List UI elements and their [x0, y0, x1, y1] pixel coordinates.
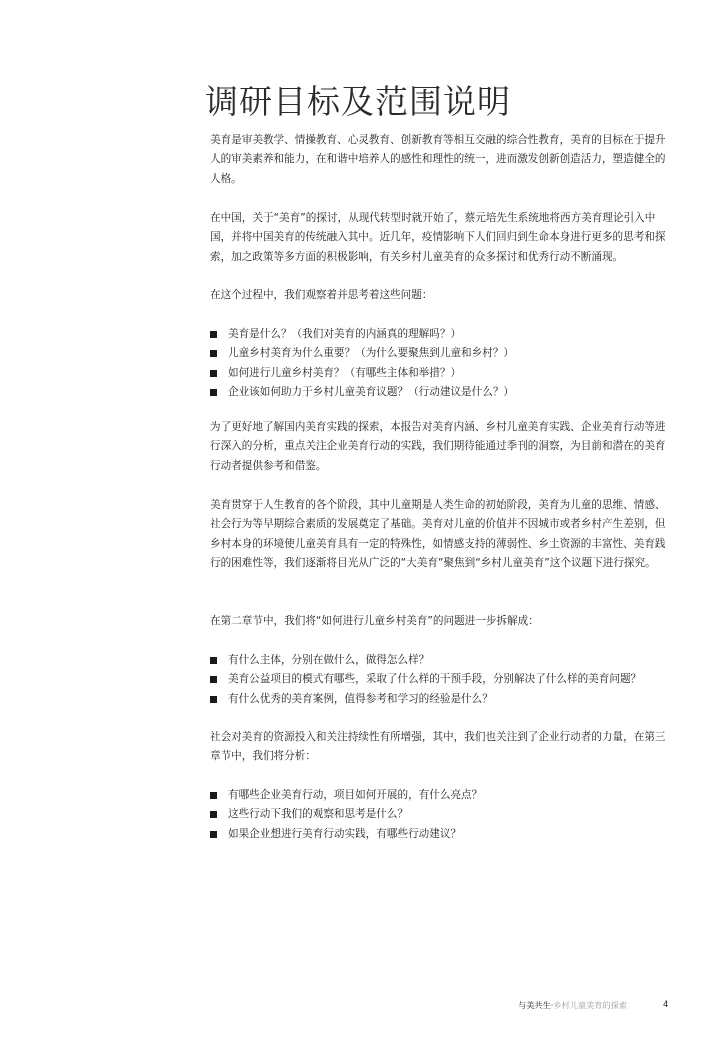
list-item: 有什么优秀的美育案例，值得参考和学习的经验是什么？ — [210, 690, 672, 709]
questions-list — [210, 325, 672, 403]
footer-brand: 与美共生· — [518, 1000, 554, 1010]
bullet-icon — [210, 696, 217, 703]
bullet-icon — [210, 657, 217, 664]
list-item: 企业该如何助力于乡村儿童美育议题？（行动建议是什么？） — [210, 383, 672, 402]
paragraph-chapter-three: 社会对美育的资源投入和关注持续性有所增强，其中，我们也关注到了企业行动者的力量，在第三章节中，我们将分析： — [210, 731, 666, 763]
footer-subtitle: 乡村儿童美育的探索 — [553, 1000, 628, 1010]
paragraph-questions-lead: 在这个过程中，我们观察着并思考着这些问题： — [210, 289, 433, 301]
paragraph-history: 在中国，关于“美育”的探讨，从现代转型时就开始了，蔡元培先生系统地将西方美育理论引入中国，并将中国美育的传统融入其中。近几年，疫情影响下人们回归到生命本身进行更多的思考和探索，加之政策等多方面的积极影响，有关乡村儿童美育的众多探讨和优秀行动不断涌现。 — [210, 212, 666, 263]
bullet-icon — [210, 811, 217, 818]
paragraph-intro: 美育是审美教学、情操教育、心灵教育、创新教育等相互交融的综合性教育，美育的目标在于提升人的审美素养和能力，在和谐中培养人的感性和理性的统一，进而激发创新创造活力，塑造健全的人格。 — [210, 134, 666, 185]
bullet-icon — [210, 792, 217, 799]
bullet-icon — [210, 831, 217, 838]
list-item: 儿童乡村美育为什么重要？（为什么要聚焦到儿童和乡村？） — [210, 344, 672, 363]
list-item: 这些行动下我们的观察和思考是什么？ — [210, 805, 672, 824]
paragraph-report-scope: 为了更好地了解国内美育实践的探索，本报告对美育内涵、乡村儿童美育实践、企业美育行动等进行深入的分析，重点关注企业美育行动的实践，我们期待能通过季刊的洞察，为目前和潜在的美育行动者提供参考和借鉴。 — [210, 421, 666, 472]
list-item: 如果企业想进行美育行动实践，有哪些行动建议？ — [210, 825, 672, 844]
page-number: 4 — [663, 1000, 669, 1010]
list-item: 有什么主体，分别在做什么，做得怎么样？ — [210, 651, 672, 670]
page-title: 调研目标及范围说明 — [205, 82, 511, 122]
list-item: 美育公益项目的模式有哪些，采取了什么样的干预手段，分别解决了什么样的美育问题？ — [210, 670, 672, 689]
bullet-icon — [210, 676, 217, 683]
list-item: 美育是什么？（我们对美育的内涵真的理解吗？） — [210, 325, 672, 344]
paragraph-chapter-two: 在第二章节中，我们将“如何进行儿童乡村美育”的问题进一步拆解成： — [210, 615, 539, 627]
chapter-two-list — [210, 651, 672, 709]
page-footer — [518, 1000, 627, 1011]
list-item: 有哪些企业美育行动，项目如何开展的，有什么亮点？ — [210, 786, 672, 805]
chapter-three-list — [210, 786, 672, 844]
list-item: 如何进行儿童乡村美育？（有哪些主体和举措？） — [210, 364, 672, 383]
bullet-icon — [210, 350, 217, 357]
bullet-icon — [210, 331, 217, 338]
paragraph-focus: 美育贯穿于人生教育的各个阶段，其中儿童期是人类生命的初始阶段，美育为儿童的思维、情感、社会行为等早期综合素质的发展奠定了基础。美育对儿童的价值并不因城市或者乡村产生差别，但乡村本身的环境使儿童美育具有一定的特殊性，如情感支持的薄弱性、乡土资源的丰富性、美育践行的困难性等，我们逐渐将目光从广泛的“大美育”聚焦到“乡村儿童美育”这个议题下进行探究。 — [210, 499, 666, 570]
bullet-icon — [210, 389, 217, 396]
bullet-icon — [210, 370, 217, 377]
